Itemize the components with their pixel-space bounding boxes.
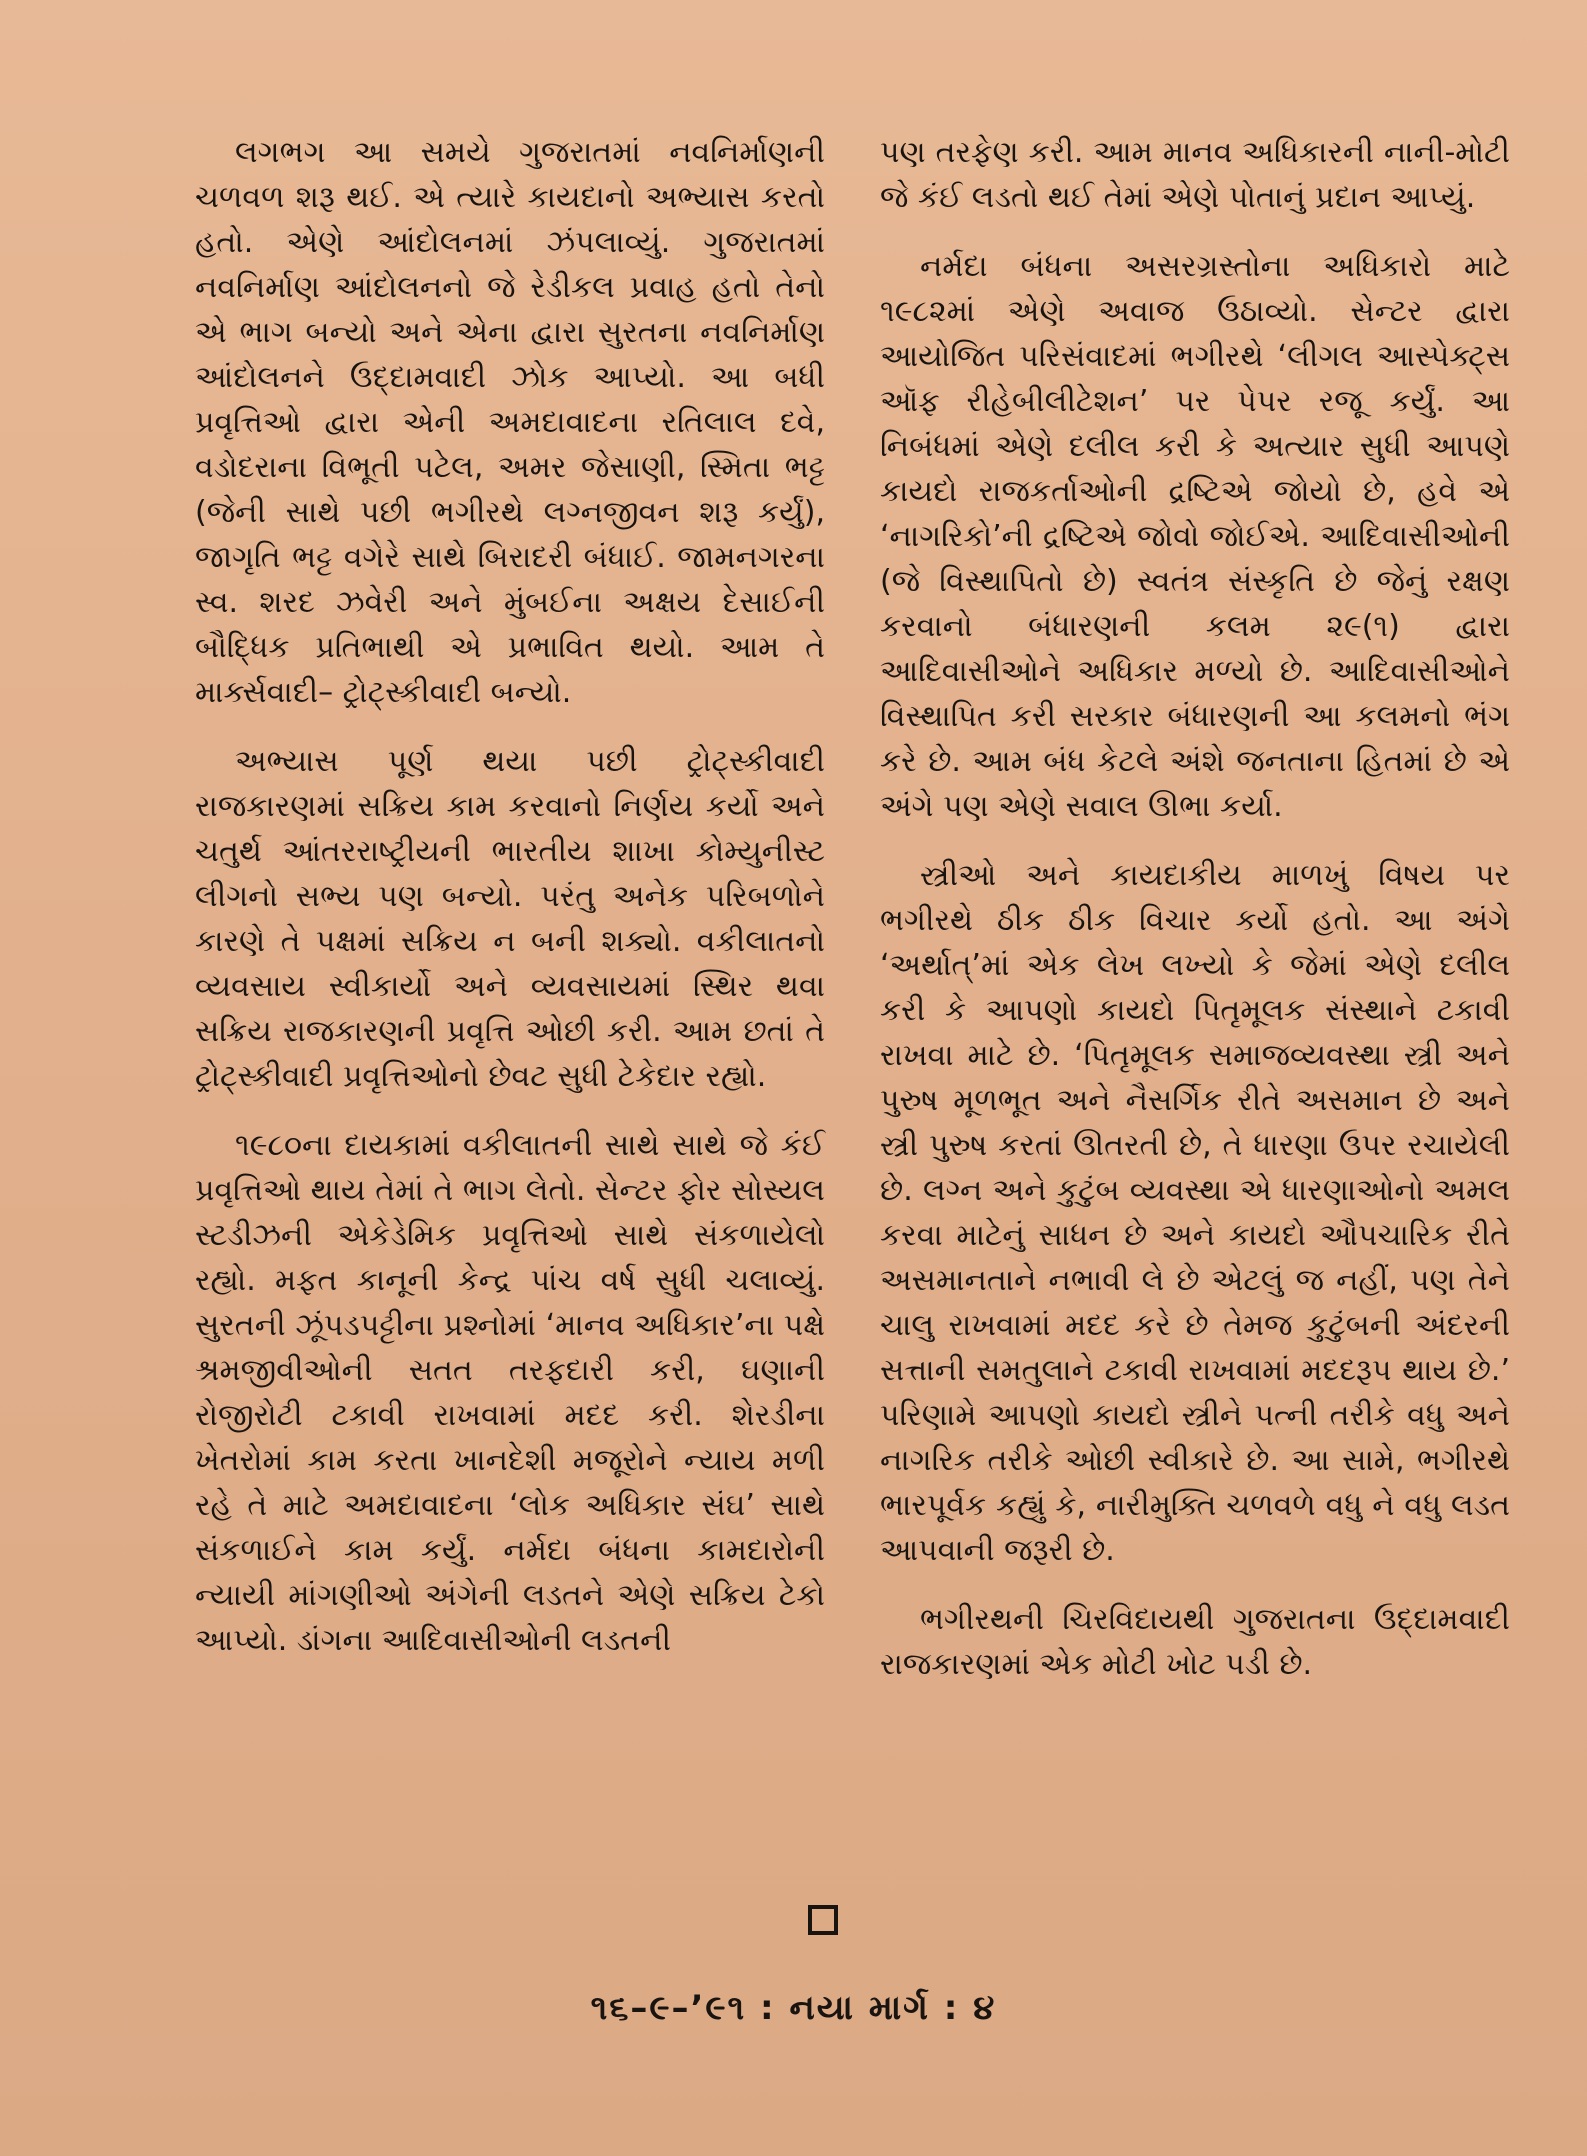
article-paragraph: લગભગ આ સમયે ગુજરાતમાં નવનિર્માણની ચળવળ શરૂ થઈ. એ ત્યારે કાયદાનો અભ્યાસ કરતો હતો. એણે આંદોલનમાં ઝંપલાવ્યું. ગુજરાતમાં નવનિર્માણ આંદોલનનો જે રેડીકલ પ્રવાહ હતો તેનો એ ભાગ બન્યો અને એના દ્વારા સુરતના નવનિર્માણ આંદોલનને ઉદ્દામવાદી ઝોક આપ્યો. આ બધી પ્રવૃત્તિઓ દ્વારા એની અમદાવાદના રતિલાલ દવે, વડોદરાના વિભૂતી પટેલ, અમર જેસાણી, સ્મિતા ભટ્ટ (જેની સાથે પછી ભગીરથે લગ્નજીવન શરૂ કર્યું), જાગૃતિ ભટ્ટ વગેરે સાથે બિરાદરી બંધાઈ. જામનગરના સ્વ. શરદ ઝવેરી અને મુંબઈના અક્ષય દેસાઈની બૌદ્ધિક પ્રતિભાથી એ પ્રભાવિત થયો. આમ તે માર્ક્સવાદી– ટ્રોટ્સ્કીવાદી બન્યો. — [195, 135, 825, 710]
page-footer: ૧૬–૯–’૯૧ : નયા માર્ગ : ૪ — [590, 1988, 997, 2028]
article-paragraph: સ્ત્રીઓ અને કાયદાકીય માળખું વિષય પર ભગીરથે ઠીક ઠીક વિચાર કર્યો હતો. આ અંગે ‘અર્થાત્’માં એક લેખ લખ્યો કે જેમાં એણે દલીલ કરી કે આપણો કાયદો પિતૃમૂલક સંસ્થાને ટકાવી રાખવા માટે છે. ‘પિતૃમૂલક સમાજવ્યવસ્થા સ્ત્રી અને પુરુષ મૂળભૂત અને નૈસર્ગિક રીતે અસમાન છે અને સ્ત્રી પુરુષ કરતાં ઊતરતી છે, તે ધારણા ઉપર રચાયેલી છે. લગ્ન અને કુટુંબ વ્યવસ્થા એ ધારણાઓનો અમલ કરવા માટેનું સાધન છે અને કાયદો ઔપચારિક રીતે અસમાનતાને નભાવી લે છે એટલું જ નહીં, પણ તેને ચાલુ રાખવામાં મદદ કરે છે તેમજ કુટુંબની અંદરની સત્તાની સમતુલાને ટકાવી રાખવામાં મદદરૂપ થાય છે.’ પરિણામે આપણો કાયદો સ્ત્રીને પત્ની તરીકે વધુ અને નાગરિક તરીકે ઓછી સ્વીકારે છે. આ સામે, ભગીરથે ભારપૂર્વક કહ્યું કે, નારીમુક્તિ ચળવળે વધુ ને વધુ લડત આપવાની જરૂરી છે. — [880, 858, 1510, 1568]
end-of-article-square-icon — [808, 1905, 838, 1935]
article-paragraph: ભગીરથની ચિરવિદાયથી ગુજરાતના ઉદ્દામવાદી રાજકારણમાં એક મોટી ખોટ પડી છે. — [880, 1602, 1510, 1682]
article-paragraph: ૧૯૮૦ના દાયકામાં વકીલાતની સાથે સાથે જે કંઈ પ્રવૃત્તિઓ થાય તેમાં તે ભાગ લેતો. સેન્ટર ફોર સોસ્યલ સ્ટડીઝની એકેડેમિક પ્રવૃત્તિઓ સાથે સંકળાયેલો રહ્યો. મફત કાનૂની કેન્દ્ર પાંચ વર્ષ સુધી ચલાવ્યું. સુરતની ઝૂંપડપટ્ટીના પ્રશ્નોમાં ‘માનવ અધિકાર’ના પક્ષે શ્રમજીવીઓની સતત તરફદારી કરી, ઘણાની રોજીરોટી ટકાવી રાખવામાં મદદ કરી. શેરડીના ખેતરોમાં કામ કરતા ખાનદેશી મજૂરોને ન્યાય મળી રહે તે માટે અમદાવાદના ‘લોક અધિકાર સંઘ’ સાથે સંકળાઈને કામ કર્યું. નર્મદા બંધના કામદારોની ન્યાયી માંગણીઓ અંગેની લડતને એણે સક્રિય ટેકો આપ્યો. ડાંગના આદિવાસીઓની લડતની — [195, 1128, 825, 1658]
article-paragraph: પણ તરફેણ કરી. આમ માનવ અધિકારની નાની-મોટી જે કંઈ લડતો થઈ તેમાં એણે પોતાનું પ્રદાન આપ્યું. — [880, 135, 1510, 215]
article-paragraph: નર્મદા બંધના અસરગ્રસ્તોના અધિકારો માટે ૧૯૮૨માં એણે અવાજ ઉઠાવ્યો. સેન્ટર દ્વારા આયોજિત પરિસંવાદમાં ભગીરથે ‘લીગલ આસ્પેક્ટ્સ ઑફ રીહેબીલીટેશન’ પર પેપર રજૂ કર્યું. આ નિબંધમાં એણે દલીલ કરી કે અત્યાર સુધી આપણે કાયદો રાજકર્તાઓની દ્રષ્ટિએ જોયો છે, હવે એ ‘નાગરિકો’ની દ્રષ્ટિએ જોવો જોઈએ. આદિવાસીઓની (જે વિસ્થાપિતો છે) સ્વતંત્ર સંસ્કૃતિ છે જેનું રક્ષણ કરવાનો બંધારણની કલમ ૨૯(૧) દ્વારા આદિવાસીઓને અધિકાર મળ્યો છે. આદિવાસીઓને વિસ્થાપિત કરી સરકાર બંધારણની આ કલમનો ભંગ કરે છે. આમ બંધ કેટલે અંશે જનતાના હિતમાં છે એ અંગે પણ એણે સવાલ ઊભા કર્યા. — [880, 249, 1510, 824]
article-left-column — [195, 130, 825, 1687]
article-right-column — [880, 130, 1510, 1711]
article-paragraph: અભ્યાસ પૂર્ણ થયા પછી ટ્રોટ્સ્કીવાદી રાજકારણમાં સક્રિય કામ કરવાનો નિર્ણય કર્યો અને ચતુર્થ આંતરરાષ્ટ્રીયની ભારતીય શાખા કોમ્યુનીસ્ટ લીગનો સભ્ય પણ બન્યો. પરંતુ અનેક પરિબળોને કારણે તે પક્ષમાં સક્રિય ન બની શક્યો. વકીલાતનો વ્યવસાય સ્વીકાર્યો અને વ્યવસાયમાં સ્થિર થવા સક્રિય રાજકારણની પ્રવૃત્તિ ઓછી કરી. આમ છતાં તે ટ્રોટ્સ્કીવાદી પ્રવૃત્તિઓનો છેવટ સુધી ટેકેદાર રહ્યો. — [195, 744, 825, 1094]
